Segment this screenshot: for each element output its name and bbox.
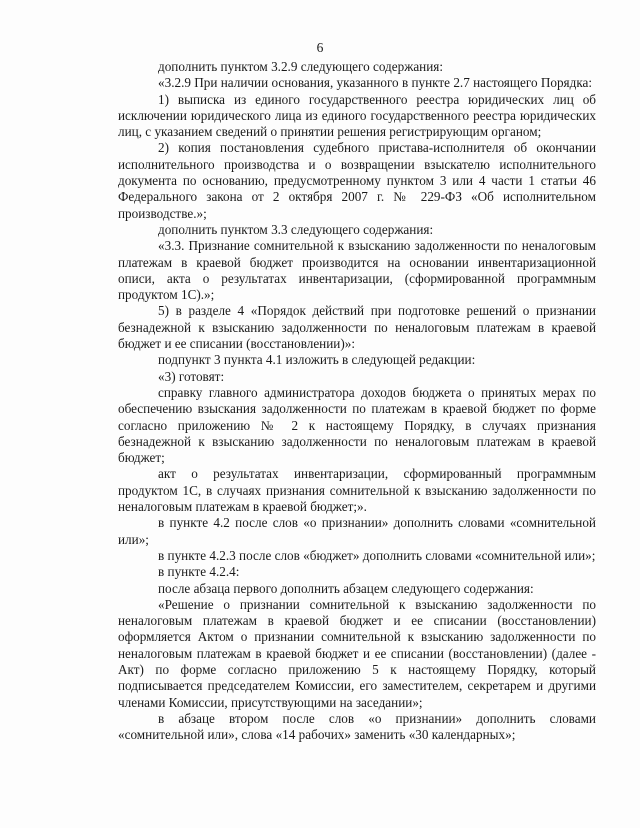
paragraph: 1) выписка из единого государственного реестра юридических лиц об исключении юридического лица из единого государственного реестра юридических лиц, с указанием сведений о принятии решения регистрирующим органом; bbox=[118, 91, 596, 140]
paragraph: справку главного администратора доходов бюджета о принятых мерах по обеспечению взыскания задолженности по платежам в краевой бюджет по форме согласно приложению № 2 к настоящему Порядку, в случаях признания безнадежной к взысканию задолженности по неналоговым платежам в краевой бюджет; bbox=[118, 384, 596, 466]
paragraph: 5) в разделе 4 «Порядок действий при подготовке решений о признании безнадежной к взысканию задолженности по неналоговым платежам в краевой бюджет и ее списании (восстановлении)»: bbox=[118, 303, 596, 352]
paragraph: «3.2.9 При наличии основания, указанного в пункте 2.7 настоящего Порядка: bbox=[158, 75, 593, 91]
paragraph: дополнить пунктом 3.2.9 следующего содержания: bbox=[158, 59, 444, 74]
paragraph: в пункте 4.2 после слов «о признании» дополнить словами «сомнительной или»; bbox=[118, 515, 596, 547]
paragraph: в пункте 4.2.3 после слов «бюджет» дополнить словами «сомнительной или»; bbox=[158, 547, 596, 563]
paragraph: «3) готовят: bbox=[158, 368, 225, 384]
paragraph: «3.3. Признание сомнительной к взысканию задолженности по неналоговым платежам в краевой бюджет производится на основании инвентаризационной описи, акта о результатах инвентаризации, (сформированной программным продуктом 1С).»; bbox=[118, 238, 596, 303]
paragraph: в пункте 4.2.4: bbox=[158, 564, 240, 580]
paragraph: в абзаце втором после слов «о признании» дополнить словами «сомнительной или», слова «14 рабочих» заменить «30 календарных»; bbox=[118, 710, 596, 743]
document-body bbox=[118, 59, 596, 743]
paragraph: после абзаца первого дополнить абзацем следующего содержания: bbox=[158, 580, 534, 596]
paragraph: подпункт 3 пункта 4.1 изложить в следующей редакции: bbox=[158, 352, 476, 368]
page-number: 6 bbox=[316, 40, 324, 55]
paragraph: дополнить пунктом 3.3 следующего содержания: bbox=[158, 221, 434, 237]
paragraph: 2) копия постановления судебного пристава-исполнителя об окончании исполнительного производства и о возвращении взыскателю исполнительного документа по основанию, предусмотренному пунктом 3 или 4 части 1 статьи 46 Федерального закона от 2 октября 2007 г. № 229-ФЗ «Об исполнительном производстве.»; bbox=[118, 140, 596, 221]
paragraph: акт о результатах инвентаризации, сформированный программным продуктом 1С, в случаях признания сомнительной к взысканию задолженности по неналоговым платежам в краевой бюджет;». bbox=[118, 466, 596, 515]
paragraph: «Решение о признании сомнительной к взысканию задолженности по неналоговым платежам в краевой бюджет и ее списании (восстановлении) оформляется Актом о признании сомнительной к взысканию задолженности по неналоговым платежам в краевой бюджет и ее списании (восстановлении) (далее - Акт) по форме согласно приложению 5 к настоящему Порядку, который подписывается председателем Комиссии, его заместителем, секретарем и другими членами Комиссии, присутствующими на заседании»; bbox=[118, 596, 596, 710]
